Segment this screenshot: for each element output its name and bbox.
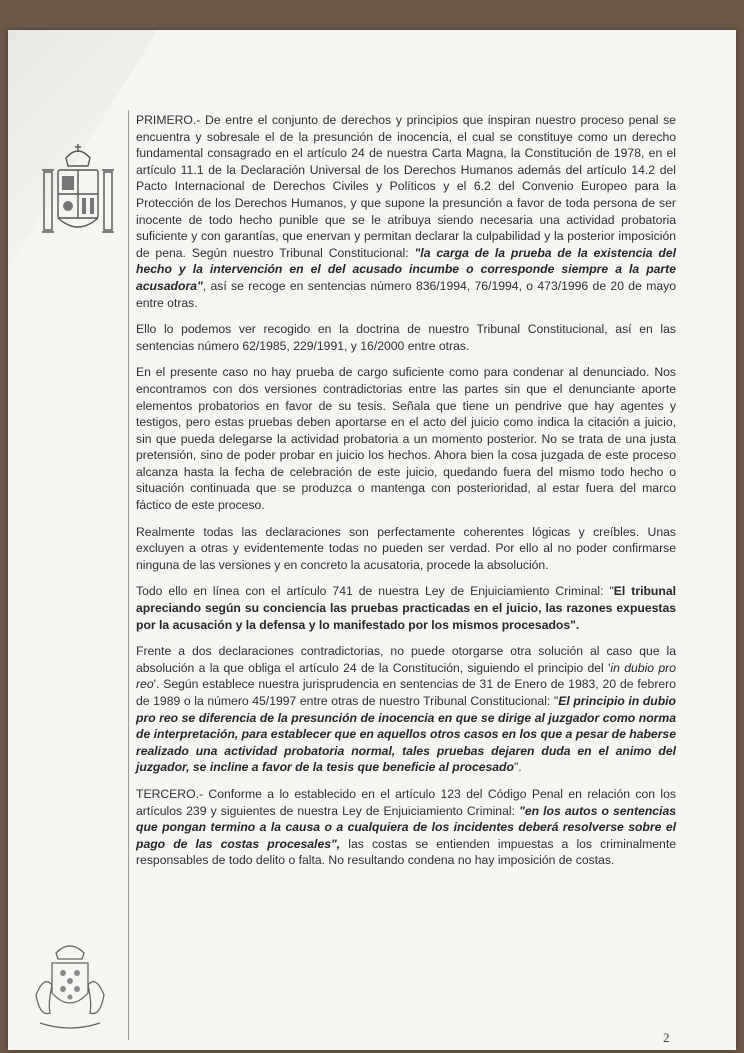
text-run: "en los autos o sentencias que pongan termino a la causa o a cualquiera de los incidentes deberá resolverse sobre el pago de las costas procesales",	[136, 803, 676, 851]
text-run: , así se recoge en sentencias número 836/1994, 76/1994, o 473/1996 de 20 de mayo entre otras.	[136, 278, 676, 310]
canary-islands-coat-of-arms-icon	[30, 935, 110, 1035]
page-number: 2	[663, 1030, 670, 1045]
text-run: las costas se entienden impuestas a los criminalmente responsables de todo delito o falta. No resultando condena no hay imposición de costas.	[136, 836, 676, 868]
margin-rule	[128, 110, 129, 1040]
text-run: En el presente caso no hay prueba de cargo suficiente como para condenar al denunciado. Nos encontramos con dos versiones contradictorias entre las partes sin que el denunciante aporte elementos probatorios en favor de su tesis. Señala que tiene un pendrive que hay agentes y testigos, pero estas pruebas deben aportarse en el acto del juicio como indica la citación a juicio, sin que pueda delegarse la actividad probatoria a un momento posterior. No se trata de una justa pretensión, sino de poder probar en juicio los hechos. Ahora bien la cosa juzgada de este proceso alcanza hasta la fecha de celebración de este juicio, quedando fuera del mismo todo hecho o situación continuada que se produzca o mantenga con posterioridad, al estar fuera del marco fáctico de este proceso.	[136, 365, 676, 513]
text-run: TERCERO.- Conforme a lo establecido en el artículo 123 del Código Penal en relación con los artículos 239 y siguientes de nuestra Ley de Enjuiciamiento Criminal:	[136, 786, 676, 818]
text-run: Todo ello en línea con el artículo 741 de nuestra Ley de Enjuiciamiento Criminal: "	[136, 584, 614, 599]
text-run: ".	[513, 760, 522, 775]
text-run: El tribunal apreciando según su conciencia las pruebas practicadas en el juicio, las razones expuestas por la acusación y la defensa y lo manifestado por los mismos procesados".	[136, 584, 676, 632]
paragraph	[136, 583, 676, 633]
document-body	[136, 112, 676, 879]
text-run: in dubio pro reo	[136, 660, 676, 692]
paragraph	[136, 112, 676, 311]
paragraph	[136, 524, 676, 574]
text-run: Frente a dos declaraciones contradictorias, no puede otorgarse otra solución al caso que la absolución a la que obliga el artículo 24 de la Constitución, siguiendo el principio del '	[136, 644, 676, 675]
paragraph	[136, 364, 676, 513]
text-run: PRIMERO.- De entre el conjunto de derechos y principios que inspiran nuestro proceso penal se encuentra y sobresale el de la presunción de inocencia, el cual se constituye como un derecho fundamental consagrado en el artículo 24 de nuestra Carta Magna, la Constitución de 1978, en el artículo 11.1 de la Declaración Universal de los Derechos Humanos además del artículo 14.2 del Pacto Internacional de Derechos Civiles y Políticos y el 6.2 del Convenio Europeo para la Protección de los Derechos Humanos, y que supone la presunción a favor de toda persona de ser inocente de todo hecho punible que se le atribuya siendo necesaria una actividad probatoria suficiente y con garantías, que enervan y permitan declarar la culpabilidad y la posterior imposición de pena. Según nuestro Tribunal Constitucional:	[136, 113, 676, 260]
paragraph	[136, 321, 676, 354]
paragraph	[136, 786, 676, 869]
text-run: El principio in dubio pro reo se diferencia de la presunción de inocencia en que se dirige al juzgador como norma de interpretación, para establecer que en aquellos otros casos en los que a pesar de haberse realizado una actividad probatoria normal, tales pruebas dejaren duda en el animo del juzgador, se incline a favor de la tesis que beneficie al procesado	[136, 694, 676, 775]
paragraph	[136, 643, 676, 776]
text-run: "la carga de la prueba de la existencia del hecho y la intervención en el del acusado incumbe o corresponde siempre a la parte acusadora"	[136, 245, 676, 293]
spain-coat-of-arms-icon	[38, 140, 118, 250]
document-page	[8, 30, 736, 1050]
text-run: Realmente todas las declaraciones son perfectamente coherentes lógicas y creíbles. Unas excluyen a otras y evidentemente todas no pueden ser verdad. Por ello al no poder confirmarse ninguna de las versiones y en concreto la acusatoria, procede la absolución.	[136, 524, 676, 572]
text-run: Ello lo podemos ver recogido en la doctrina de nuestro Tribunal Constitucional, así en las sentencias número 62/1985, 229/1991, y 16/2000 entre otras.	[136, 322, 676, 353]
text-run: '. Según establece nuestra jurisprudencia en sentencias de 31 de Enero de 1983, 20 de febrero de 1989 o la número 45/1997 entre otras de nuestro Tribunal Constitucional: "	[136, 677, 676, 708]
